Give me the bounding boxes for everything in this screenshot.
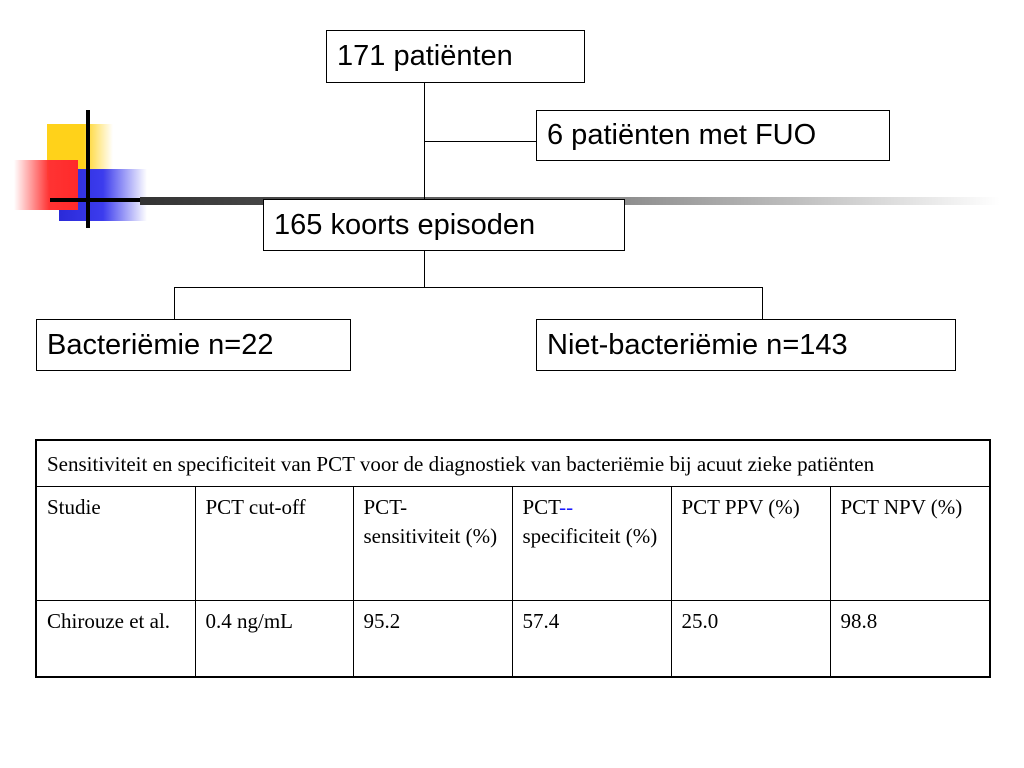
header-specificity <box>512 487 671 601</box>
cell-study: Chirouze et al. <box>36 601 195 677</box>
connector-branch-horizontal <box>174 287 763 288</box>
header-specificity-prefix: PCT <box>522 495 560 519</box>
node-total-patients: 171 patiënten <box>326 30 585 83</box>
pct-results-table <box>35 439 991 678</box>
cell-specificity: 57.4 <box>512 601 671 677</box>
cell-cutoff: 0.4 ng/mL <box>195 601 353 677</box>
header-cutoff: PCT cut-off <box>195 487 353 601</box>
header-study: Studie <box>36 487 195 601</box>
header-sensitivity: PCT-sensitiviteit (%) <box>353 487 512 601</box>
cell-ppv: 25.0 <box>671 601 830 677</box>
header-specificity-dash: -- <box>559 495 574 519</box>
node-excluded-fuo: 6 patiënten met FUO <box>536 110 890 161</box>
table-caption: Sensitiviteit en specificiteit van PCT voor de diagnostiek van bacteriëmie bij acuut zieke patiënten <box>36 440 990 487</box>
table-header-row <box>36 487 990 601</box>
header-npv: PCT NPV (%) <box>830 487 990 601</box>
connector-to-left-branch <box>174 287 175 319</box>
connector-to-excluded <box>424 141 537 142</box>
logo-red-square <box>14 160 78 210</box>
node-non-bacteremia: Niet-bacteriëmie n=143 <box>536 319 956 371</box>
node-bacteremia: Bacteriëmie n=22 <box>36 319 351 371</box>
logo-vertical-bar <box>86 110 90 228</box>
connector-to-right-branch <box>762 287 763 319</box>
cell-sensitivity: 95.2 <box>353 601 512 677</box>
header-specificity-rest: specificiteit (%) <box>522 524 658 548</box>
connector-episodes-down <box>424 250 425 287</box>
table-caption-row <box>36 440 990 487</box>
table-row <box>36 601 990 677</box>
header-ppv: PCT PPV (%) <box>671 487 830 601</box>
node-fever-episodes: 165 koorts episoden <box>263 199 625 251</box>
logo-horizontal-bar <box>50 198 148 202</box>
cell-npv: 98.8 <box>830 601 990 677</box>
